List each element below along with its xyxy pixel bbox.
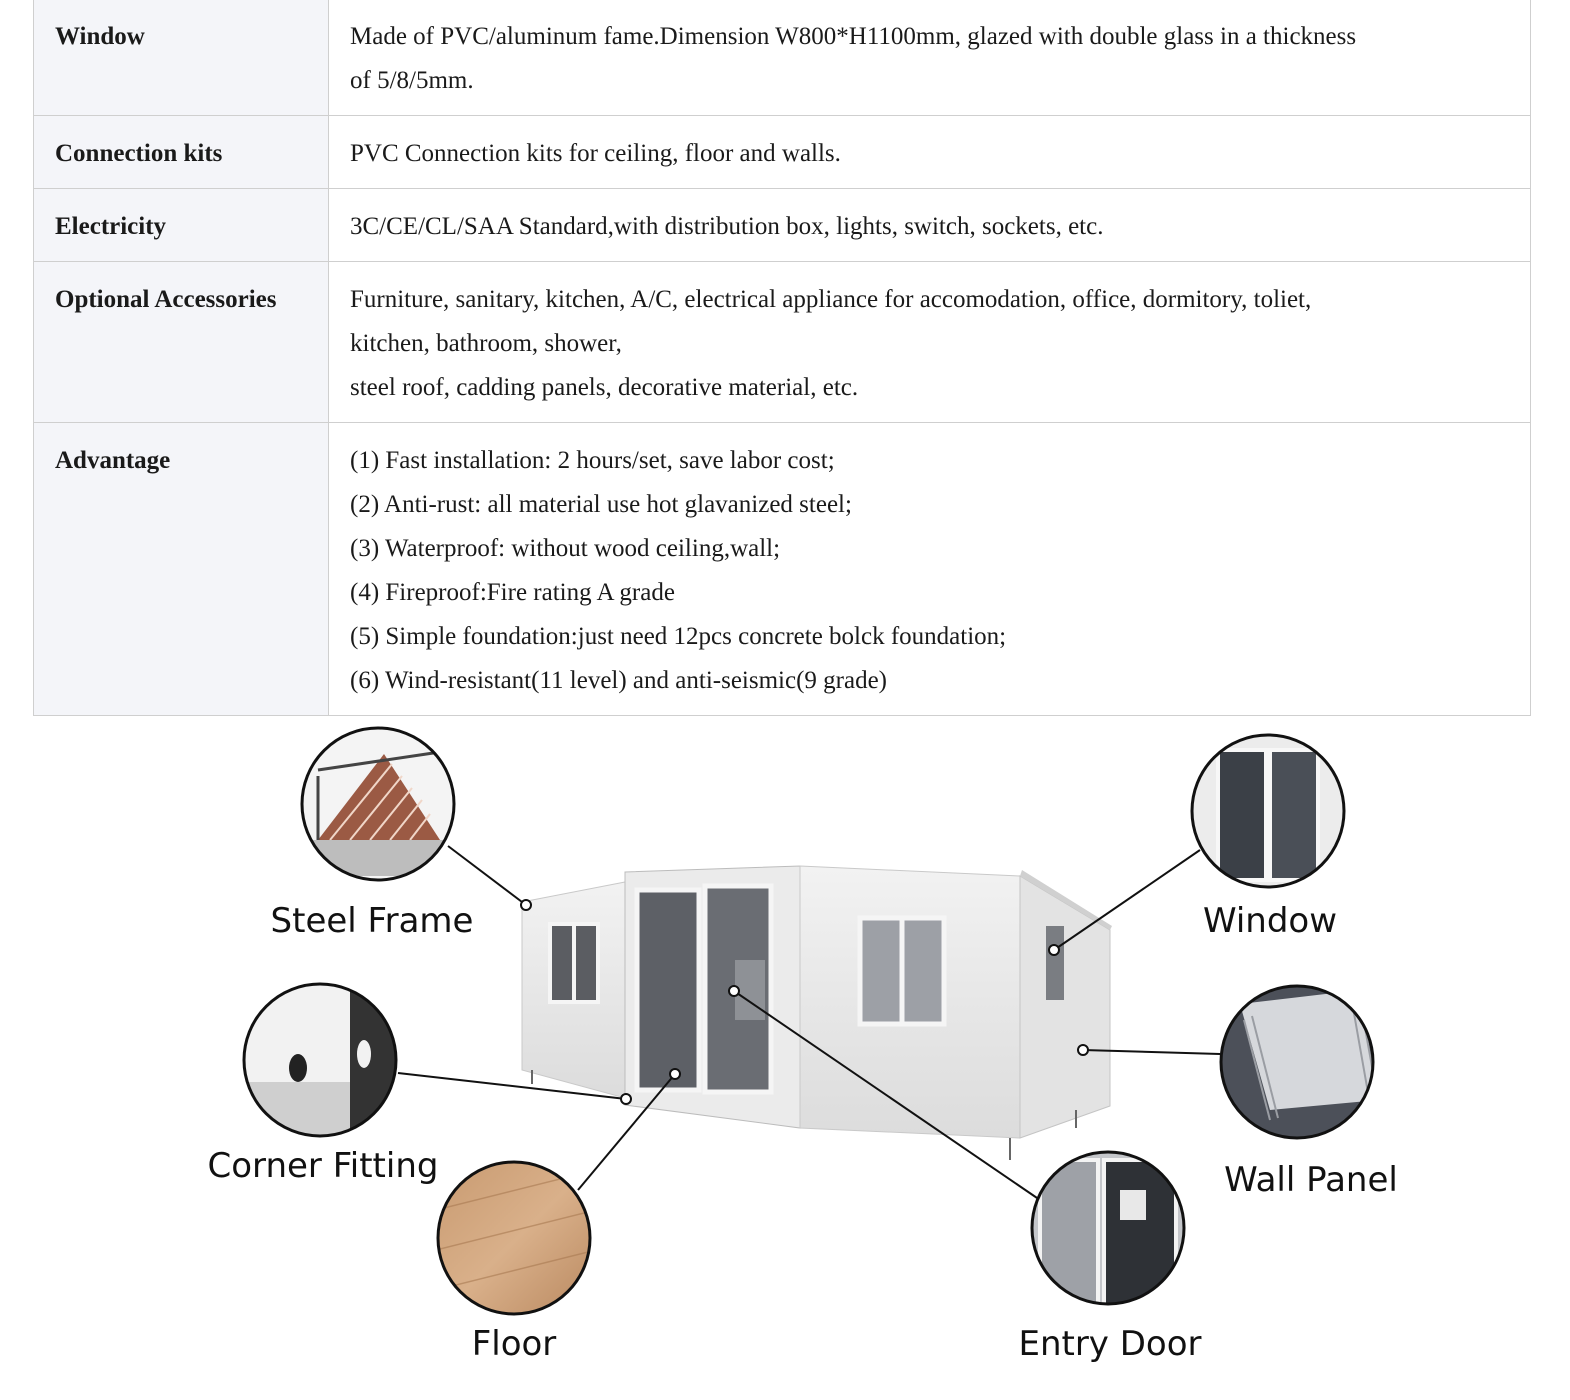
- spec-value: Made of PVC/aluminum fame.Dimension W800*H1100mm, glazed with double glass in a thickness of 5/8/5mm.: [329, 0, 1531, 116]
- steel-frame-detail: [300, 726, 460, 886]
- spec-table: [33, 0, 1531, 716]
- marker-dot: [1049, 945, 1059, 955]
- spec-key: Optional Accessories: [34, 262, 329, 423]
- entry-door-detail: [1030, 1150, 1190, 1310]
- spec-key: Advantage: [34, 423, 329, 716]
- label-floor: Floor: [471, 1324, 557, 1364]
- label-wall-panel: Wall Panel: [1224, 1160, 1398, 1200]
- spec-key: Electricity: [34, 189, 329, 262]
- window-detail: [1190, 734, 1350, 894]
- floor-detail: [436, 1160, 596, 1320]
- table-row: [34, 0, 1531, 116]
- marker-dot: [521, 900, 531, 910]
- spec-value: 3C/CE/CL/SAA Standard,with distribution box, lights, switch, sockets, etc.: [329, 189, 1531, 262]
- spec-value: PVC Connection kits for ceiling, floor and walls.: [329, 116, 1531, 189]
- spec-value: Furniture, sanitary, kitchen, A/C, electrical appliance for accomodation, office, dormitory, toliet, kitchen, bathroom, shower, steel roof, cadding panels, decorative material, etc.: [329, 262, 1531, 423]
- marker-dot: [621, 1094, 631, 1104]
- table-row: [34, 116, 1531, 189]
- label-steel-frame: Steel Frame: [270, 901, 474, 941]
- label-entry-door: Entry Door: [1018, 1324, 1202, 1364]
- spec-value: (1) Fast installation: 2 hours/set, save labor cost; (2) Anti-rust: all material use hot glavanized steel; (3) Waterproof: without wood ceiling,wall; (4) Fireproof:Fire rating A grade (5) Simple foundation:just need 12pcs concrete bolck foundation; (6) Wind-resistant(11 level) and anti-seismic(9 grade): [329, 423, 1531, 716]
- wall-panel-detail: [1218, 984, 1378, 1144]
- marker-dot: [729, 986, 739, 996]
- spec-key: Connection kits: [34, 116, 329, 189]
- label-window: Window: [1202, 901, 1338, 941]
- house-diagram: [0, 690, 1570, 1400]
- table-row: [34, 189, 1531, 262]
- marker-dot: [1078, 1045, 1088, 1055]
- spec-key: Window: [34, 0, 329, 116]
- container-house: [522, 866, 1112, 1160]
- marker-dot: [670, 1069, 680, 1079]
- corner-fitting-detail: [240, 980, 404, 1142]
- table-row: [34, 423, 1531, 716]
- table-row: [34, 262, 1531, 423]
- label-corner-fitting: Corner Fitting: [207, 1146, 439, 1186]
